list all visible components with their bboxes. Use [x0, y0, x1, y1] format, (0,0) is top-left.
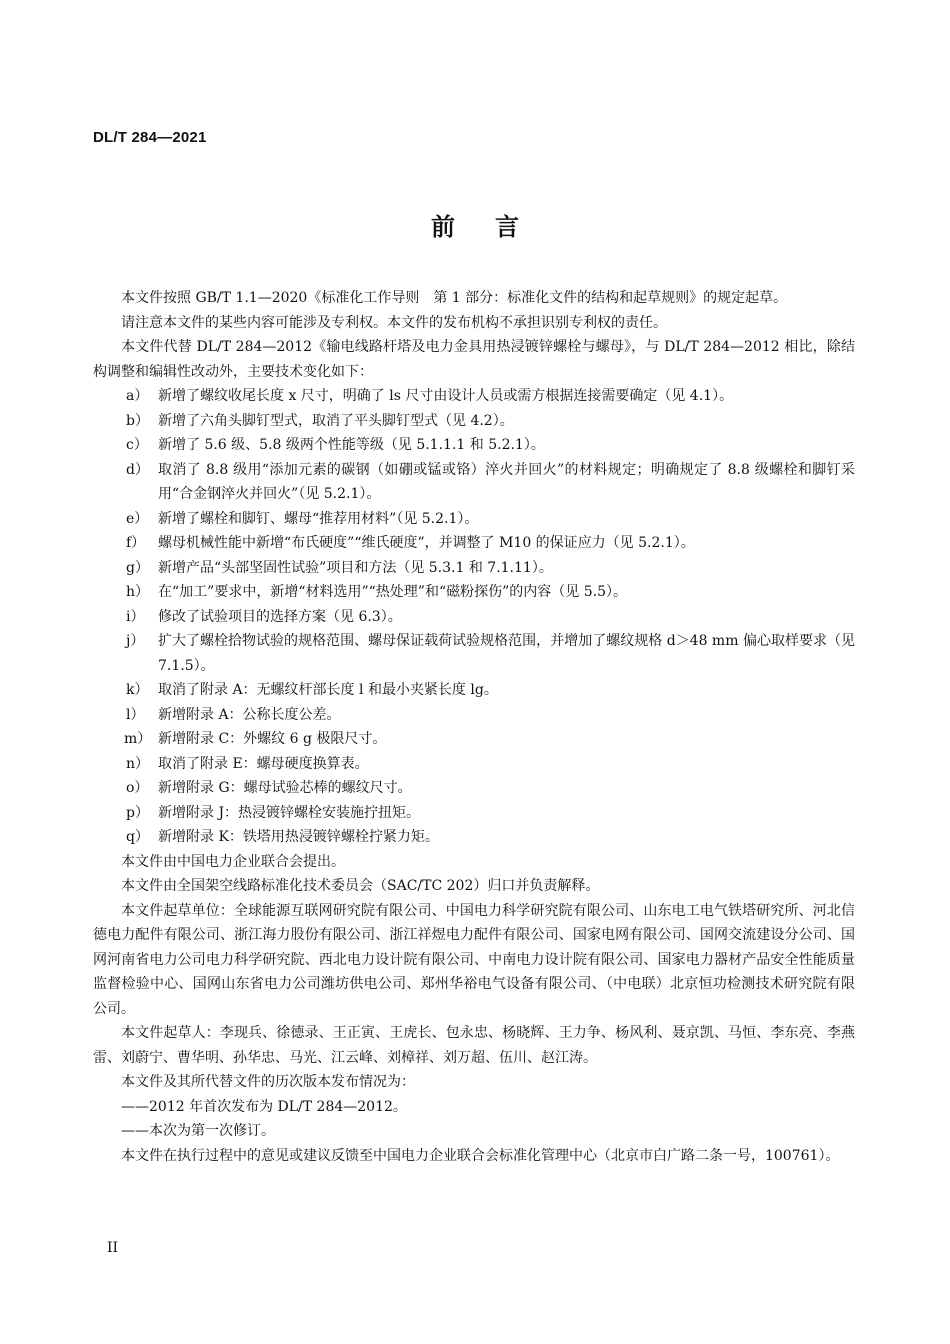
- list-item: [93, 727, 855, 752]
- paragraph: 本文件由全国架空线路标准化技术委员会（SAC/TC 202）归口并负责解释。: [121, 878, 600, 894]
- list-item: [93, 825, 855, 850]
- list-item-text: 新增了 5.6 级、5.8 级两个性能等级（见 5.1.1.1 和 5.2.1）。: [158, 437, 545, 453]
- list-item: [93, 531, 855, 556]
- paragraph: 请注意本文件的某些内容可能涉及专利权。本文件的发布机构不承担识别专利权的责任。: [121, 314, 667, 331]
- list-marker: b）: [126, 412, 149, 429]
- list-item-text: 新增了螺栓和脚钉、螺母“推荐用材料”（见 5.2.1）。: [158, 510, 479, 527]
- list-marker: p）: [126, 804, 149, 821]
- list-item-text: 新增附录 G：螺母试验芯棒的螺纹尺寸。: [158, 780, 412, 796]
- list-marker: h）: [126, 584, 150, 600]
- list-item-text: 螺母机械性能中新增“布氏硬度”“维氏硬度”，并调整了 M10 的保证应力（见 5.2.1）。: [158, 535, 695, 551]
- paragraph: 本文件按照 GB/T 1.1—2020《标准化工作导则 第 1 部分：标准化文件的结构和起草规则》的规定起草。: [121, 290, 788, 306]
- feedback-paragraph: 本文件在执行过程中的意见或建议反馈至中国电力企业联合会标准化管理中心（北京市白广路二条一号，100761）。: [121, 1147, 840, 1164]
- paragraph: 本文件由中国电力企业联合会提出。: [121, 853, 345, 870]
- drafters-paragraph: 本文件起草人：李现兵、徐德录、王正寅、王虎长、包永忠、杨晓辉、王力争、杨风利、聂京凯、马恒、李东亮、李燕雷、刘蔚宁、曹华明、孙华忠、马光、江云峰、刘樟祥、刘万超、伍川、赵江涛。: [93, 1025, 855, 1066]
- list-item-text: 在“加工”要求中，新增“材料选用”“热处理”和“磁粉探伤”的内容（见 5.5）。: [158, 584, 627, 600]
- list-item-text: 取消了附录 A：无螺纹杆部长度 l 和最小夹紧长度 lg。: [158, 682, 498, 698]
- list-item-text: 取消了 8.8 级用“添加元素的碳钢（如硼或锰或铬）淬火并回火”的材料规定；明确规定了 8.8 级螺栓和脚钉采用“合金钢淬火并回火”（见 5.2.1）。: [158, 461, 855, 502]
- list-item: [93, 384, 855, 409]
- list-item-text: 新增附录 K：铁塔用热浸镀锌螺栓拧紧力矩。: [158, 829, 439, 845]
- list-marker: m）: [124, 731, 152, 747]
- list-item: [93, 629, 855, 678]
- list-item-text: 新增附录 C：外螺纹 6 g 极限尺寸。: [158, 731, 387, 747]
- list-marker: o）: [126, 780, 149, 796]
- list-item: [93, 776, 855, 801]
- list-item-text: 新增附录 A：公称长度公差。: [158, 706, 341, 723]
- list-item-text: 新增了六角头脚钉型式，取消了平头脚钉型式（见 4.2）。: [158, 412, 514, 429]
- list-item-text: 新增了螺纹收尾长度 x 尺寸，明确了 ls 尺寸由设计人员或需方根据连接需要确定（见 4.1）。: [158, 388, 734, 404]
- list-item: [93, 458, 855, 507]
- list-item: [93, 605, 855, 630]
- list-marker: c）: [126, 437, 148, 453]
- list-item: [93, 507, 855, 532]
- list-marker: a）: [126, 388, 149, 404]
- list-marker: e）: [126, 510, 149, 527]
- list-item: [93, 580, 855, 605]
- list-item: [93, 703, 855, 728]
- list-item-text: 新增附录 J：热浸镀锌螺栓安装施拧扭矩。: [158, 804, 421, 821]
- page-number: II: [107, 1240, 119, 1256]
- list-marker: l）: [126, 706, 145, 723]
- list-marker: n）: [126, 755, 150, 772]
- list-marker: k）: [126, 682, 149, 698]
- list-item-text: 修改了试验项目的选择方案（见 6.3）。: [158, 608, 402, 625]
- list-item-text: 新增产品“头部坚固性试验”项目和方法（见 5.3.1 和 7.1.11）。: [158, 559, 553, 576]
- list-item-text: 扩大了螺栓拾物试验的规格范围、螺母保证载荷试验规格范围，并增加了螺纹规格 d＞48 mm 偏心取样要求（见 7.1.5）。: [158, 633, 855, 674]
- document-code: DL/T 284—2021: [93, 129, 207, 146]
- list-marker: g）: [126, 559, 149, 576]
- foreword-body: [93, 286, 855, 1168]
- list-item: [93, 556, 855, 581]
- page-title: 前言: [431, 213, 559, 241]
- list-marker: d）: [126, 461, 149, 478]
- list-item: [93, 409, 855, 434]
- list-item: [93, 801, 855, 826]
- list-item: [93, 752, 855, 777]
- drafting-units-paragraph: 本文件起草单位：全球能源互联网研究院有限公司、中国电力科学研究院有限公司、山东电工电气铁塔研究所、河北信德电力配件有限公司、浙江海力股份有限公司、浙江祥煜电力配件有限公司、国家电网有限公司、国网交流建设分公司、国网河南省电力公司电力科学研究院、西北电力设计院有限公司、中南电力设计院有限公司、国家电力器材产品安全性能质量监督检验中心、国网山东省电力公司潍坊供电公司、郑州华裕电气设备有限公司、（中电联）北京恒功检测技术研究院有限公司。: [93, 902, 855, 1017]
- history-item: ——2012 年首次发布为 DL/T 284—2012。: [121, 1098, 407, 1115]
- list-item-text: 取消了附录 E：螺母硬度换算表。: [158, 755, 369, 772]
- list-marker: i）: [126, 608, 145, 625]
- paragraph: 本文件及其所代替文件的历次版本发布情况为：: [121, 1074, 415, 1090]
- list-item: [93, 678, 855, 703]
- paragraph: 本文件代替 DL/T 284—2012《输电线路杆塔及电力金具用热浸镀锌螺栓与螺母》，与 DL/T 284—2012 相比，除结构调整和编辑性改动外，主要技术变化如下：: [93, 339, 855, 380]
- list-marker: j）: [126, 633, 145, 649]
- history-item: ——本次为第一次修订。: [121, 1123, 275, 1139]
- list-marker: f）: [126, 535, 146, 551]
- list-marker: q）: [126, 829, 149, 845]
- changes-list: [93, 384, 855, 850]
- list-item: [93, 433, 855, 458]
